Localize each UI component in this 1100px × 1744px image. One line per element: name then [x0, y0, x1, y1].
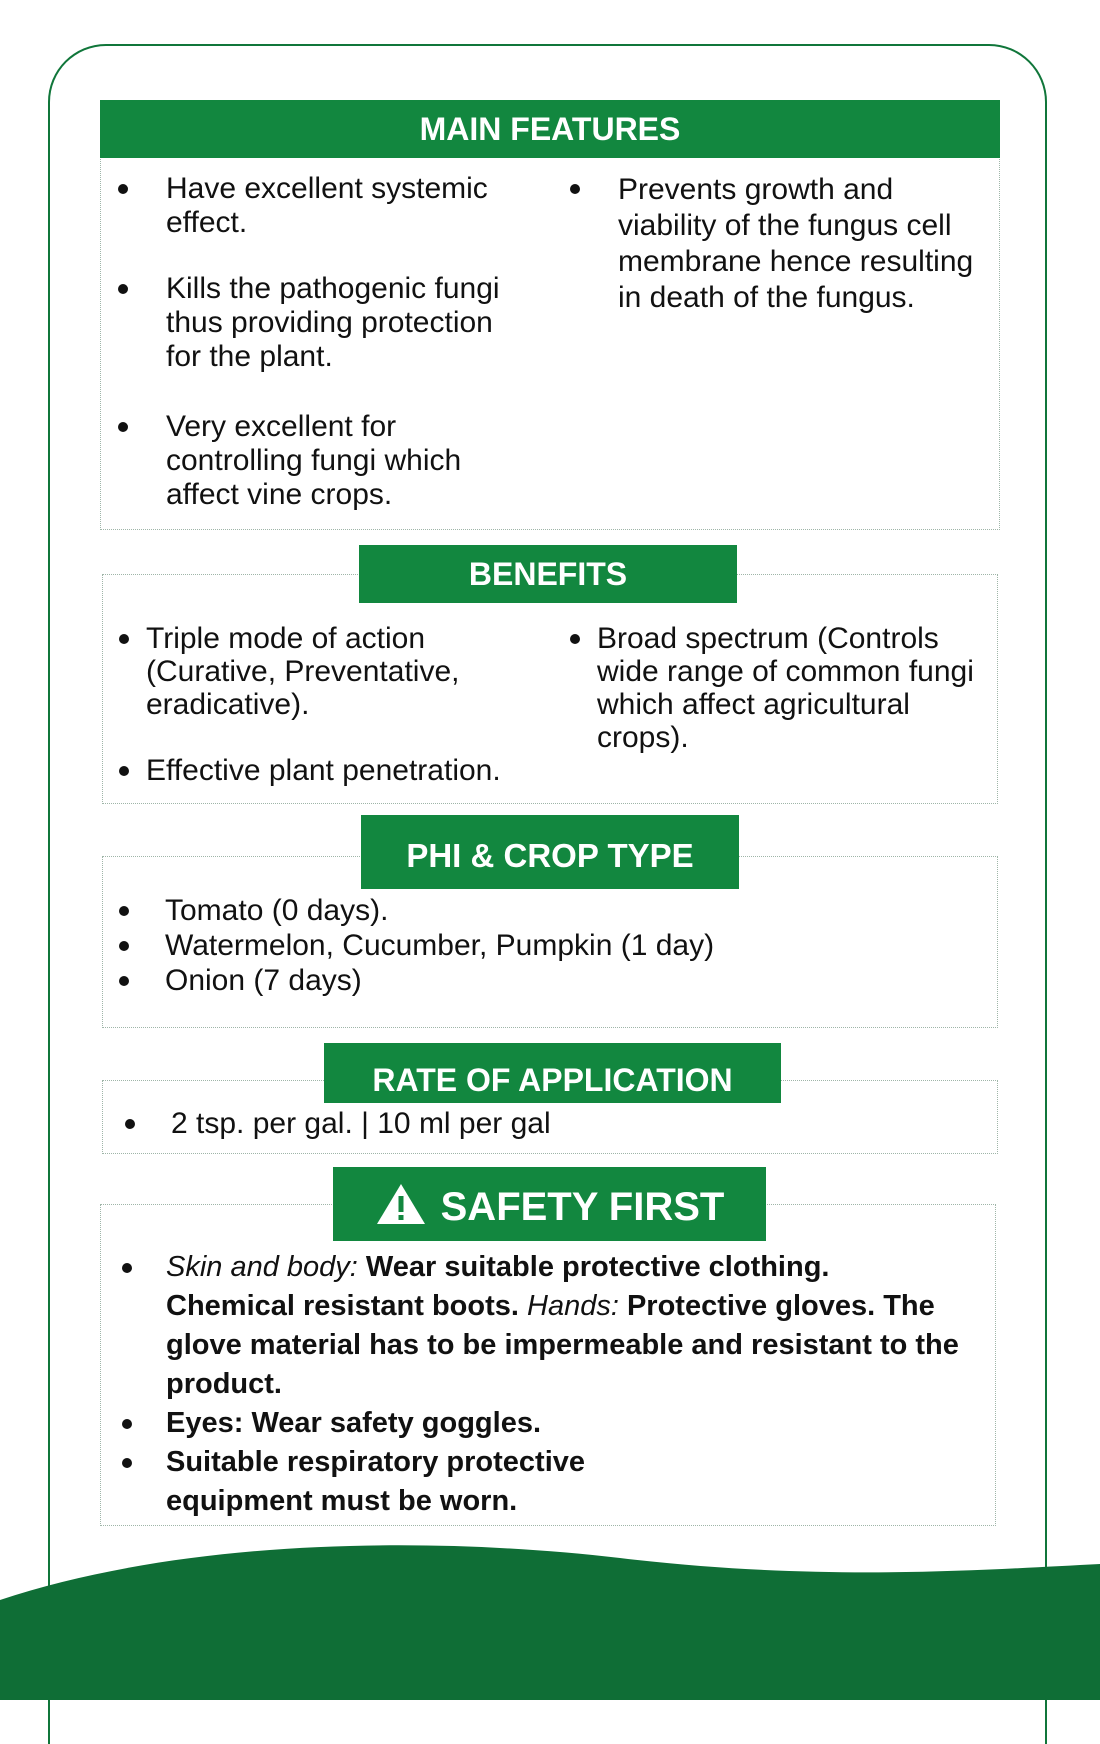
- benefits-title: BENEFITS: [468, 556, 628, 592]
- safety-title: SAFETY FIRST: [440, 1185, 725, 1229]
- safety-banner: [333, 1167, 766, 1241]
- phi-list: [165, 893, 965, 998]
- list-item: Have excellent systemic effect.: [166, 172, 536, 272]
- main-features-banner: [100, 100, 1000, 158]
- list-item: Watermelon, Cucumber, Pumpkin (1 day): [165, 928, 965, 963]
- list-item: Eyes: Wear safety goggles.: [166, 1404, 966, 1443]
- rate-banner: [324, 1043, 781, 1103]
- main-features-title: MAIN FEATURES: [419, 111, 681, 147]
- main-features-left-list: [166, 172, 536, 512]
- footer-wave: [0, 1540, 1100, 1700]
- phi-title: PHI & CROP TYPE: [406, 837, 694, 874]
- warning-icon: [375, 1182, 427, 1226]
- benefits-banner: [359, 545, 737, 603]
- list-item: Skin and body: Wear suitable protective clothing. Chemical resistant boots. Hands: Protective gloves. The glove material has to be impermeable and resistant to the product.: [166, 1248, 966, 1404]
- main-features-right-list: [618, 172, 978, 316]
- list-item: Very excellent for controlling fungi which affect vine crops.: [166, 410, 536, 512]
- list-item: Tomato (0 days).: [165, 893, 965, 928]
- safety-list: [166, 1248, 966, 1521]
- rate-title: RATE OF APPLICATION: [372, 1062, 733, 1098]
- list-item: Triple mode of action (Curative, Preventative, eradicative).: [146, 622, 546, 754]
- skin-body-label: Skin and body:: [166, 1251, 358, 1283]
- list-item: Kills the pathogenic fungi thus providing protection for the plant.: [166, 272, 536, 410]
- benefits-left-list: [146, 622, 546, 787]
- phi-banner: [361, 815, 739, 889]
- hands-label: Hands:: [527, 1290, 619, 1322]
- list-item: Suitable respiratory protective equipment must be worn.: [166, 1443, 636, 1521]
- list-item: Effective plant penetration.: [146, 754, 546, 787]
- list-item: Prevents growth and viability of the fungus cell membrane hence resulting in death of the fungus.: [618, 172, 978, 316]
- list-item: Onion (7 days): [165, 963, 965, 998]
- benefits-right-list: [597, 622, 982, 754]
- list-item: 2 tsp. per gal. | 10 ml per gal: [171, 1106, 951, 1141]
- list-item: Broad spectrum (Controls wide range of common fungi which affect agricultural crops).: [597, 622, 982, 754]
- rate-list: [171, 1106, 951, 1141]
